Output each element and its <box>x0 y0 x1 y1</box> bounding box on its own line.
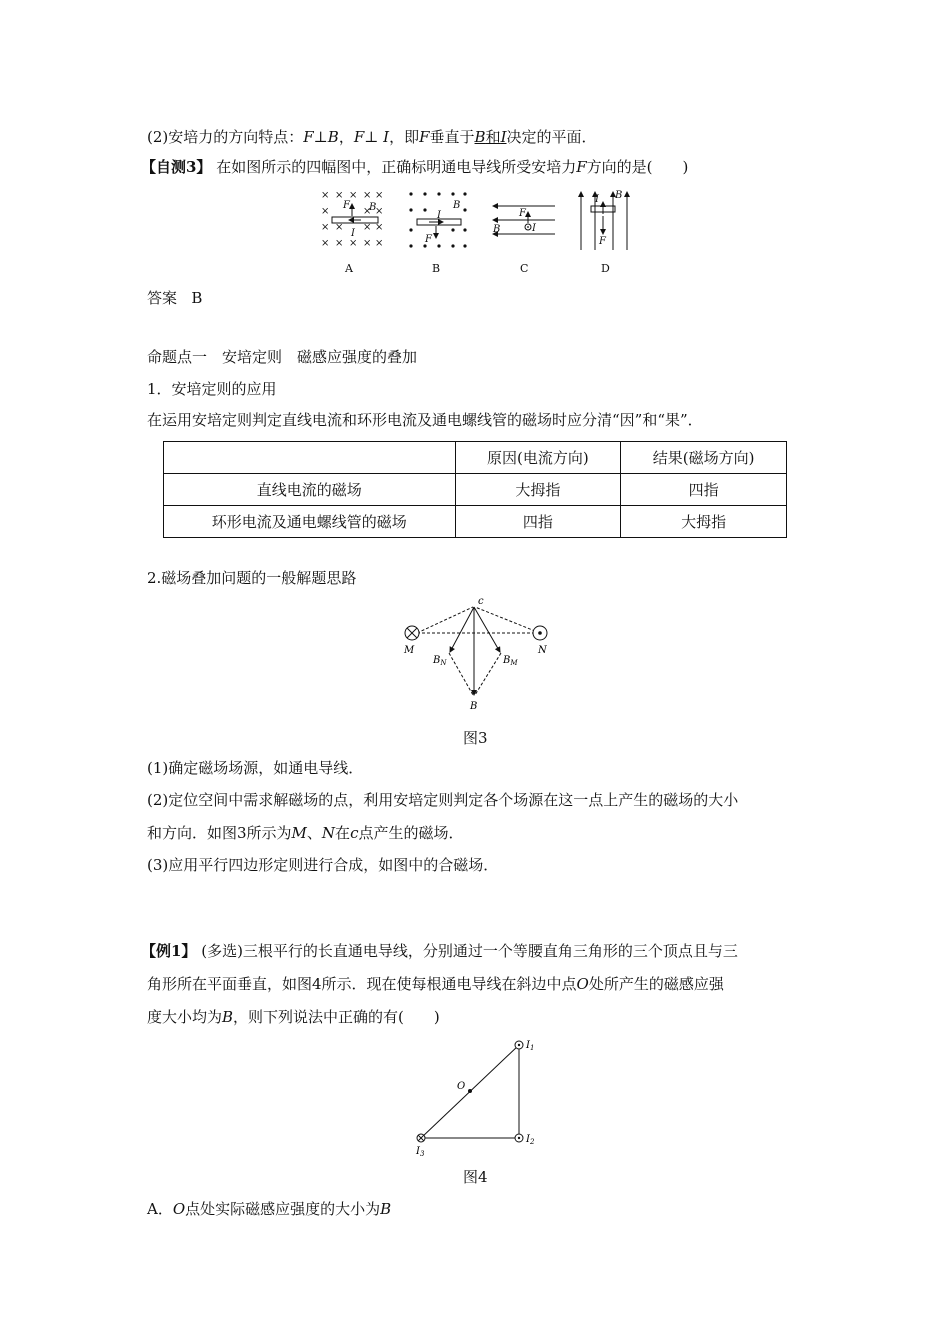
step-1: (1)确定磁场场源，如通电导线． <box>147 759 364 777</box>
label-b: B <box>432 262 441 275</box>
section-title: 命题点一 安培定则 磁感应强度的叠加 <box>147 348 418 366</box>
table-row <box>164 506 787 538</box>
svg-text:×: × <box>375 206 384 217</box>
figure-3-superposition <box>395 595 565 715</box>
svg-text:×: × <box>321 222 330 233</box>
figure-3-caption: 图3 <box>463 729 488 747</box>
panel-a <box>321 190 383 275</box>
table-row <box>164 474 787 506</box>
rule-table <box>163 441 787 538</box>
table-cell: 环形电流及通电螺线管的磁场 <box>164 506 456 538</box>
label-d-force: F <box>599 236 606 247</box>
svg-text:×: × <box>363 206 372 217</box>
svg-text:×: × <box>363 222 372 233</box>
svg-text:×: × <box>375 222 384 233</box>
label-b-field: B <box>453 200 461 211</box>
label-a: A <box>345 262 353 275</box>
heading-superposition: 2.磁场叠加问题的一般解题思路 <box>147 569 357 587</box>
table-cell: 大拇指 <box>455 474 621 506</box>
answer: 答案 B <box>147 289 203 307</box>
svg-text:×: × <box>321 238 330 249</box>
label-b-resultant: B <box>470 701 478 712</box>
table-cell: 大拇指 <box>621 506 787 538</box>
figure-force-options <box>315 186 645 276</box>
svg-text:×: × <box>321 206 330 217</box>
self-test-question: 【自测3】 在如图所示的四幅图中，正确标明通电导线所受安培力F方向的是( ) <box>141 158 689 176</box>
label-c-force: F <box>519 208 526 219</box>
svg-text:×: × <box>335 238 344 249</box>
label-d-field: B <box>615 190 623 201</box>
label-i2: $I_2$ <box>526 1134 535 1146</box>
label-c-current: I <box>532 223 536 234</box>
point-o-icon <box>468 1089 472 1093</box>
label-c: c <box>478 596 484 607</box>
label-m: M <box>404 645 415 656</box>
svg-text:×: × <box>363 190 372 201</box>
paragraph-cause-effect: 在运用安培定则判定直线电流和环形电流及通电螺线管的磁场时应分清“因”和“果”． <box>147 411 703 429</box>
panel-b <box>409 192 466 275</box>
figure-4-caption: 图4 <box>463 1168 488 1186</box>
svg-text:×: × <box>375 238 384 249</box>
table-cell: 四指 <box>455 506 621 538</box>
svg-text:×: × <box>363 238 372 249</box>
svg-text:×: × <box>321 190 330 201</box>
example-1-line-2: 角形所在平面垂直，如图4所示．现在使每根通电导线在斜边中点O处所产生的磁感应强 <box>147 975 724 993</box>
label-a-field: B <box>369 202 377 213</box>
label-i1: $I_1$ <box>526 1040 535 1052</box>
table-cell: 四指 <box>621 474 787 506</box>
label-bm: $B_M$ <box>503 655 518 667</box>
step-2-line-2: 和方向．如图3所示为M、N在c点产生的磁场． <box>147 824 464 842</box>
svg-text:×: × <box>349 238 358 249</box>
table-header: 原因(电流方向) <box>455 442 621 474</box>
label-c-field: B <box>493 224 501 235</box>
example-1-line-1: 【例1】 (多选)三根平行的长直通电导线，分别通过一个等腰直角三角形的三个顶点且与三 <box>141 942 738 960</box>
table-cell: 直线电流的磁场 <box>164 474 456 506</box>
paragraph-force-direction: (2)安培力的方向特点：F⊥B，F⊥ I，即F垂直于B和I决定的平面． <box>147 128 597 146</box>
svg-text:×: × <box>349 190 358 201</box>
label-d: D <box>601 262 610 275</box>
label-bn: $B_N$ <box>433 655 447 667</box>
option-a: A．O点处实际磁感应强度的大小为B <box>147 1200 392 1218</box>
table-header: 结果(磁场方向) <box>621 442 787 474</box>
table-header-row <box>164 442 787 474</box>
table-header <box>164 442 456 474</box>
heading-ampere-rule: 1．安培定则的应用 <box>147 380 277 398</box>
label-a-current: I <box>351 228 355 239</box>
svg-text:×: × <box>335 222 344 233</box>
label-b-force: F <box>425 234 432 245</box>
figure-4-triangle <box>405 1035 555 1165</box>
step-3: (3)应用平行四边形定则进行合成，如图中的合磁场． <box>147 856 499 874</box>
label-c: C <box>520 262 529 275</box>
panel-c <box>492 206 555 275</box>
svg-text:×: × <box>375 190 384 201</box>
svg-text:×: × <box>335 190 344 201</box>
label-b-current: I <box>437 210 441 221</box>
example-1-line-3: 度大小均为B，则下列说法中正确的有( ) <box>147 1008 440 1026</box>
panel-d <box>581 190 627 275</box>
label-o: O <box>457 1081 466 1092</box>
label-d-current: I <box>595 194 599 205</box>
label-n: N <box>538 645 547 656</box>
label-i3: $I_3$ <box>416 1146 425 1158</box>
label-a-force: F <box>343 200 350 211</box>
step-2-line-1: (2)定位空间中需求解磁场的点，利用安培定则判定各个场源在这一点上产生的磁场的大小 <box>147 791 739 809</box>
